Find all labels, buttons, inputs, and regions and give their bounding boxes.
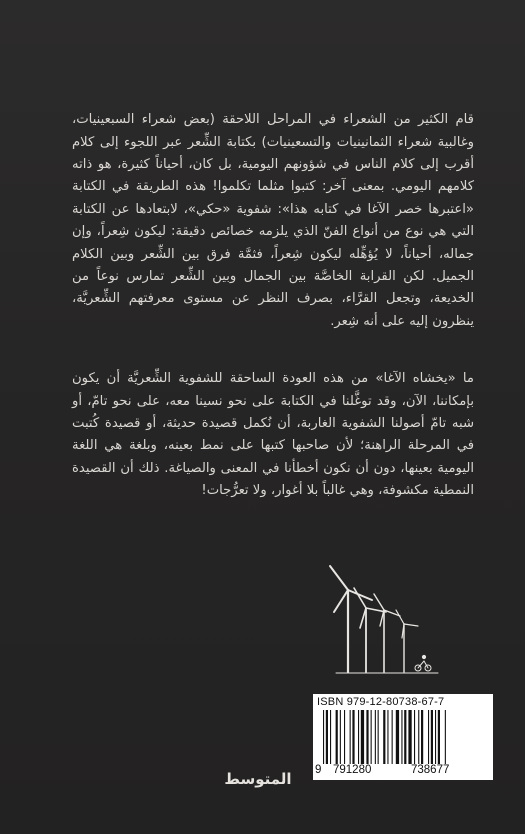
barcode-digit-group-3: 738677: [411, 764, 450, 776]
publisher-logo: المتوسط: [224, 770, 292, 788]
blurb-paragraph-2: ما «يخشاه الآغا» من هذه العودة الساحقة للشفوية الشِّعريَّة أن يكون بإمكاننا، الآن، وقد توغَّلنا في الكتابة على نحو نسينا معه، على نحو تامّ، أو شبه تامّ أصولنا الشفوية الغاربة، أن نُكمل قصيدة حديثة، أو قصيدة كُتبت في المرحلة الراهنة؛ لأن صاحبها كتبها على نمط بعينه، وبلغة هي اللغة اليومية بعينها، دون أن نكون أخطأنا في المعنى والصياغة. ذلك أن القصيدة النمطية مكشوفة، وهي غالباً بلا أغوار، ولا تعرُّجات!: [72, 371, 474, 499]
barcode-digit-group-2: 791280: [333, 764, 372, 776]
barcode-digit-group-1: 9: [315, 764, 322, 776]
isbn-label: ISBN 979-12-80738-67-7: [317, 696, 445, 708]
barcode: [323, 710, 485, 764]
blurb-paragraph-1: قام الكثير من الشعراء في المراحل اللاحقة (بعض شعراء السبعينيات، وغالبية شعراء الثمانينيات والتسعينيات) بكتابة الشِّعر عبر اللجوء إلى كلام أقرب إلى كلام الناس في شؤونهم اليومية، بل كان، أحياناً كثيرة، هو ذاته كلامهم اليومي. بمعنى آخر: كتبوا مثلما تكلموا! هذه الطريقة في الكتابة «اعتبرها خصر الآغا في كتابه هذا»: شفوية «حكي»، لابتعادها عن الكتابة التي هي نوع من أنواع الفنّ الذي يلزمه خصائص دقيقة: ليكون شِعراً، وإن جماله، أحياناً، لا يُؤهِّله ليكون شِعراً، فثمَّة فرق بين الشِّعر وبين الكلام الجميل. لكن القرابة الخاصَّة بين الجمال وبين الشِّعر تمارس نوعاً من الخديعة، وتجعل القرَّاء، بصرف النظر عن مستوى معرفتهم الشِّعريَّة، ينظرون إليه على أنه شِعر.: [72, 112, 474, 329]
wind-turbines-illustration: [300, 560, 450, 680]
isbn-barcode-box: [313, 694, 493, 780]
barcode-digits: [313, 764, 493, 778]
